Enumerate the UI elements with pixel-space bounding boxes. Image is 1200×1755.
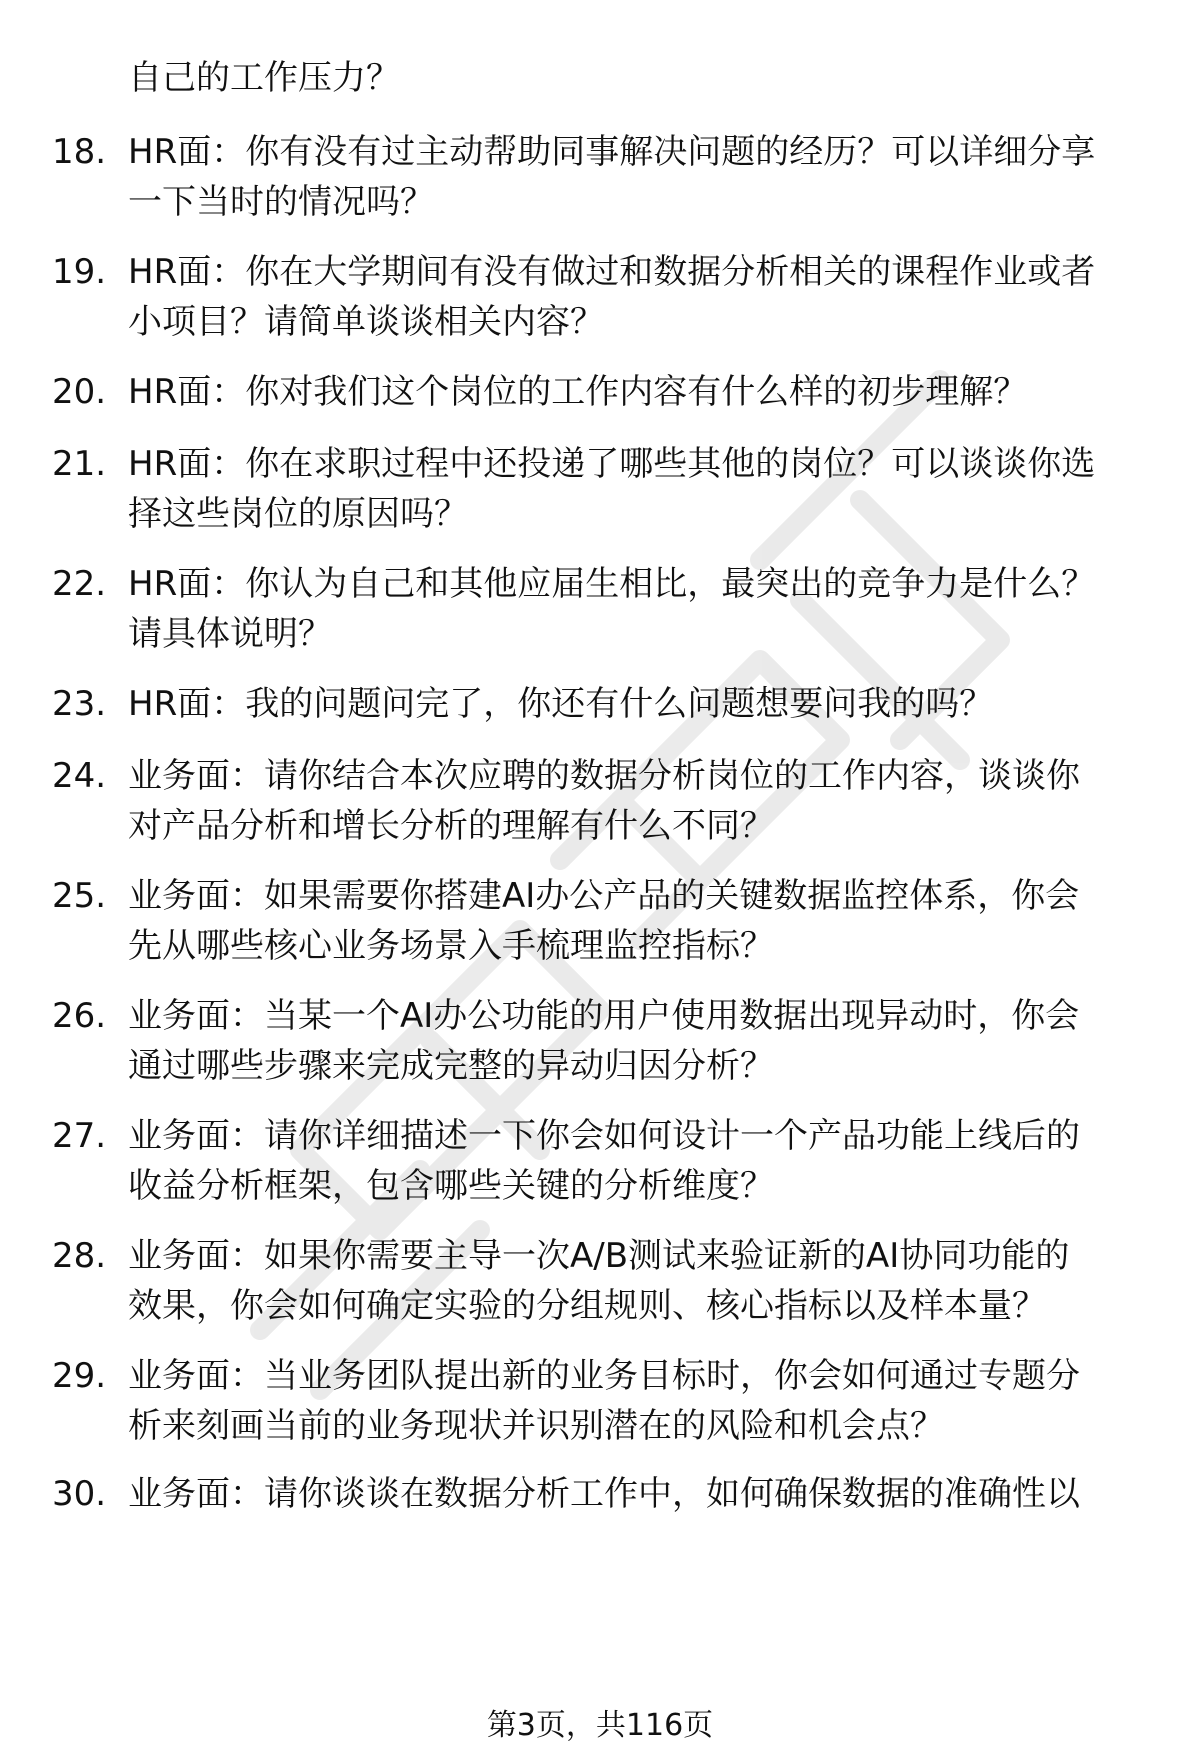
page-footer: 第3页，共116页 [486,1708,714,1743]
question-number: 23. [52,684,107,724]
question-line: 先从哪些核心业务场景入手梳理监控指标？ [128,926,774,966]
continuation-line: 自己的工作压力？ [128,58,400,98]
question-line: HR面：你认为自己和其他应届生相比，最突出的竞争力是什么？ [128,564,1096,604]
question-text [128,872,1168,972]
question-text [128,1112,1168,1212]
question-number: 20. [52,372,107,412]
question-line: HR面：我的问题问完了，你还有什么问题想要问我的吗？ [128,684,994,724]
question-line: 一下当时的情况吗？ [128,182,434,222]
question-text [128,1232,1168,1332]
question-line: 业务面：如果需要你搭建AI办公产品的关键数据监控体系，你会 [128,876,1080,916]
question-number: 27. [52,1116,107,1156]
question-line: 业务面：当业务团队提出新的业务目标时，你会如何通过专题分 [128,1356,1080,1396]
question-text [128,128,1168,228]
question-text [128,248,1168,348]
question-number: 24. [52,756,107,796]
question-number: 29. [52,1356,107,1396]
question-number: 26. [52,996,107,1036]
question-line: HR面：你对我们这个岗位的工作内容有什么样的初步理解？ [128,372,1028,412]
question-number: 18. [52,132,107,172]
question-line: 收益分析框架，包含哪些关键的分析维度？ [128,1166,774,1206]
question-number: 25. [52,876,107,916]
question-text [128,752,1168,852]
question-line: 析来刻画当前的业务现状并识别潜在的风险和机会点？ [128,1406,944,1446]
question-text [128,368,1168,418]
question-line: 业务面：请你结合本次应聘的数据分析岗位的工作内容，谈谈你 [128,756,1080,796]
question-line: 小项目？请简单谈谈相关内容？ [128,302,604,342]
question-number: 28. [52,1236,107,1276]
question-text [128,680,1168,730]
question-number: 19. [52,252,107,292]
question-line: 业务面：如果你需要主导一次A/B测试来验证新的AI协同功能的 [128,1236,1070,1276]
question-text [128,440,1168,540]
question-line: 择这些岗位的原因吗？ [128,494,468,534]
question-number: 21. [52,444,107,484]
question-line: 效果，你会如何确定实验的分组规则、核心指标以及样本量？ [128,1286,1046,1326]
question-line: HR面：你在求职过程中还投递了哪些其他的岗位？可以谈谈你选 [128,444,1096,484]
question-text [128,560,1168,660]
question-text [128,1352,1168,1452]
question-line: 对产品分析和增长分析的理解有什么不同？ [128,806,774,846]
question-line: 请具体说明？ [128,614,332,654]
question-line: 通过哪些步骤来完成完整的异动归因分析？ [128,1046,774,1086]
question-number: 22. [52,564,107,604]
question-line: 业务面：当某一个AI办公功能的用户使用数据出现异动时，你会 [128,996,1080,1036]
question-line: HR面：你在大学期间有没有做过和数据分析相关的课程作业或者 [128,252,1096,292]
question-text [128,1470,1168,1520]
question-number: 30. [52,1474,107,1514]
question-line: HR面：你有没有过主动帮助同事解决问题的经历？可以详细分享 [128,132,1096,172]
question-line: 业务面：请你详细描述一下你会如何设计一个产品功能上线后的 [128,1116,1080,1156]
question-line: 业务面：请你谈谈在数据分析工作中，如何确保数据的准确性以 [128,1474,1080,1514]
question-text [128,992,1168,1092]
